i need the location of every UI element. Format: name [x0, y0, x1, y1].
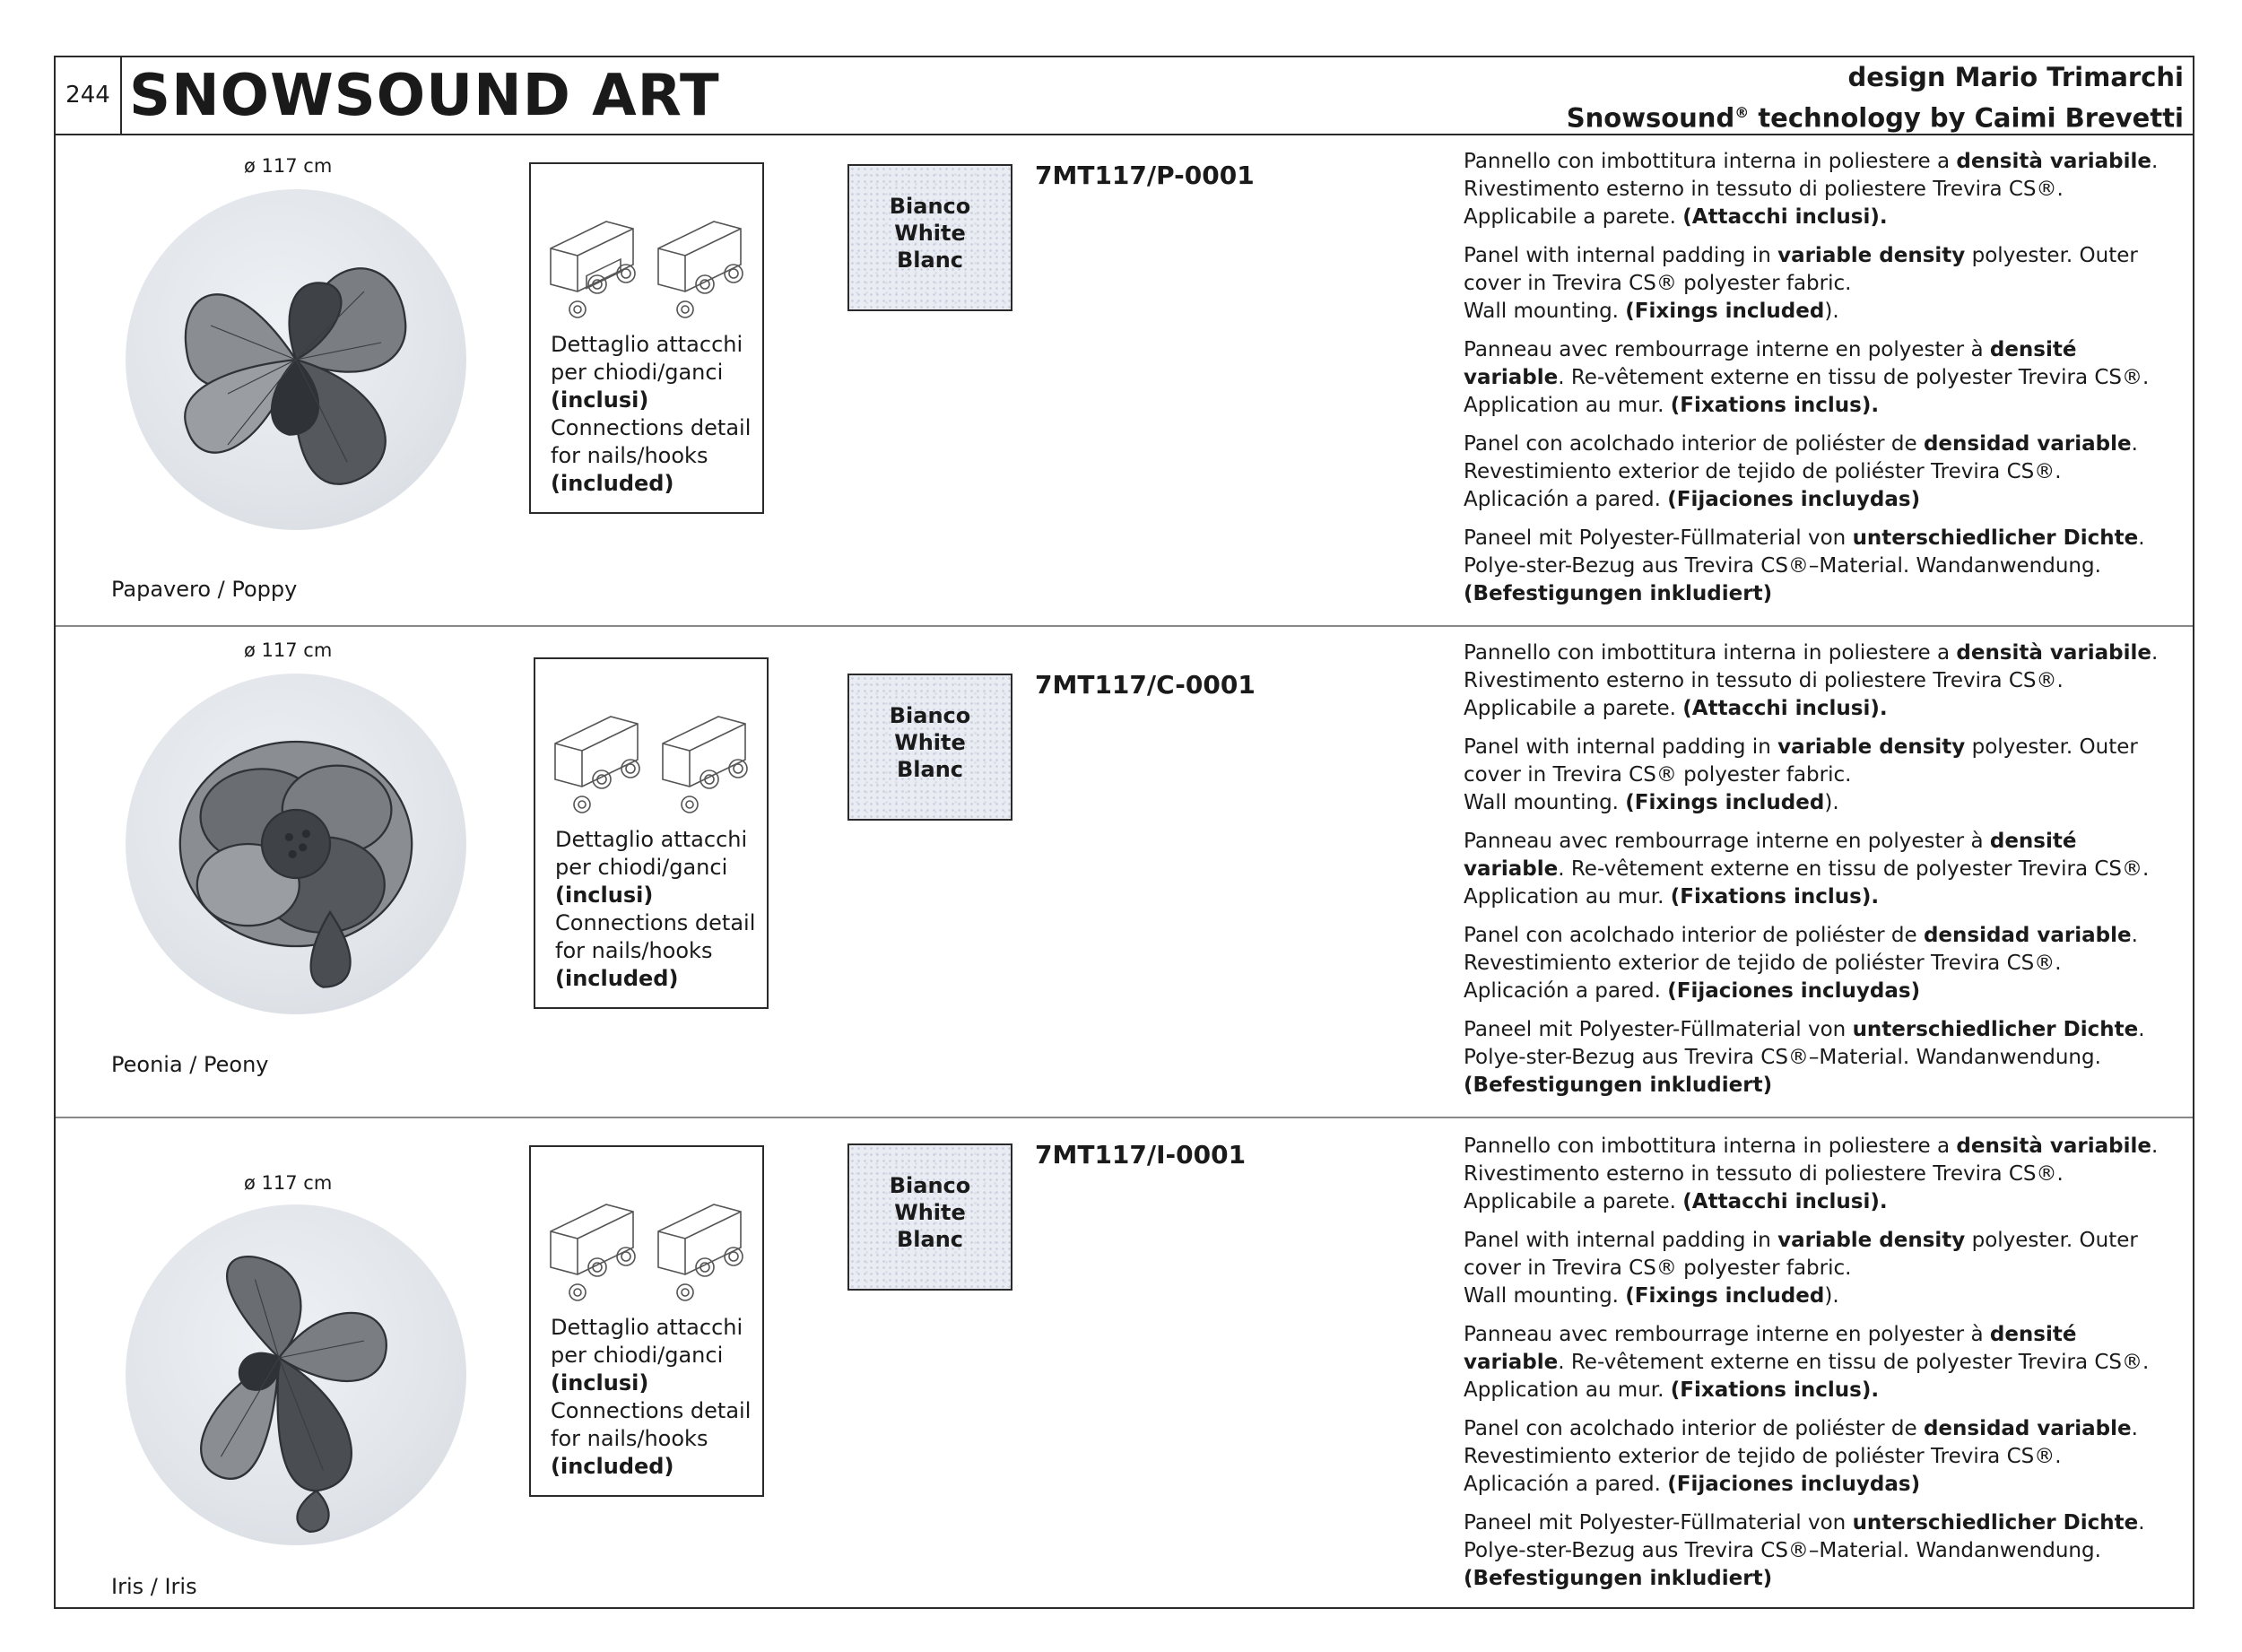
page-header — [56, 57, 2193, 135]
desc-fr: Panneau avec rembourrage interne en polyester à densité variable. Re-vêtement externe en tissu de polyester Trevira CS®. Application au mur. (Fixations inclus). — [1464, 338, 2150, 417]
desc-it: Pannello con imbottitura interna in poliestere a densità variabile. Rivestimento esterno in tessuto di poliestere Trevira CS®. Applicabile a parete. (Attacchi inclusi). — [1464, 641, 2159, 720]
poppy-flower-image — [126, 189, 466, 530]
desc-en: Panel with internal padding in variable density polyester. Outer cover in Trevira CS® polyester fabric. Wall mounting. (Fixings included). — [1464, 1229, 2138, 1308]
bracket-hooks-icon — [543, 195, 752, 320]
bracket-hooks-icon — [543, 1178, 752, 1303]
desc-fr: Panneau avec rembourrage interne en polyester à densité variable. Re-vêtement externe en tissu de polyester Trevira CS®. Application au mur. (Fixations inclus). — [1464, 830, 2150, 909]
tech-rest: technology by Caimi Brevetti — [1749, 102, 2184, 134]
product-row-peony — [56, 627, 2193, 1118]
page-title: SNOWSOUND ART — [129, 63, 720, 129]
desc-fr: Panneau avec rembourrage interne en polyester à densité variable. Re-vêtement externe en tissu de polyester Trevira CS®. Application au mur. (Fixations inclus). — [1464, 1323, 2150, 1402]
color-swatch-white — [847, 164, 1012, 311]
product-name: Iris / Iris — [111, 1574, 197, 1599]
swatch-label: Bianco White Blanc — [889, 194, 971, 273]
connections-detail-box — [529, 162, 764, 514]
color-swatch-white — [847, 1143, 1012, 1291]
product-code: 7MT117/C-0001 — [1035, 670, 1256, 700]
color-swatch-white — [847, 674, 1012, 821]
bracket-hooks-icon — [548, 690, 756, 815]
swatch-label: Bianco White Blanc — [889, 703, 971, 782]
product-row-iris — [56, 1118, 2193, 1609]
technology-credit — [1567, 95, 2184, 136]
swatch-label: Bianco White Blanc — [889, 1173, 971, 1252]
iris-flower-drawing — [126, 1204, 466, 1545]
product-row-poppy — [56, 135, 2193, 627]
diameter-label: ø 117 cm — [244, 155, 333, 177]
credits — [1567, 59, 2184, 136]
desc-de: Paneel mit Polyester-Füllmaterial von unterschiedlicher Dichte. Polye-ster-Bezug aus Trevira CS®–Material. Wandanwendung. (Befestigungen inkludiert) — [1464, 526, 2145, 605]
desc-de: Paneel mit Polyester-Füllmaterial von unterschiedlicher Dichte. Polye-ster-Bezug aus Trevira CS®–Material. Wandanwendung. (Befestigungen inkludiert) — [1464, 1511, 2145, 1590]
desc-es: Panel con acolchado interior de poliéster de densidad variable. Revestimiento exterior de tejido de poliéster Trevira CS®. Aplicación a pared. (Fijaciones incluydas) — [1464, 1417, 2138, 1496]
design-credit: design Mario Trimarchi — [1847, 62, 2184, 92]
iris-flower-image — [126, 1204, 466, 1545]
diameter-label: ø 117 cm — [244, 1172, 333, 1194]
product-description — [1464, 148, 2172, 619]
connections-detail-text: Dettaglio attacchi per chiodi/ganci (inclusi) Connections detail for nails/hooks (included) — [551, 332, 752, 496]
product-name: Peonia / Peony — [111, 1052, 269, 1077]
page-number: 244 — [56, 57, 122, 134]
peony-flower-image — [126, 674, 466, 1014]
product-code: 7MT117/P-0001 — [1035, 161, 1255, 190]
desc-it: Pannello con imbottitura interna in poliestere a densità variabile. Rivestimento esterno in tessuto di poliestere Trevira CS®. Applicabile a parete. (Attacchi inclusi). — [1464, 1135, 2159, 1213]
product-code: 7MT117/I-0001 — [1035, 1140, 1247, 1169]
product-name: Papavero / Poppy — [111, 577, 298, 602]
desc-de: Paneel mit Polyester-Füllmaterial von unterschiedlicher Dichte. Polye-ster-Bezug aus Trevira CS®–Material. Wandanwendung. (Befestigungen inkludiert) — [1464, 1018, 2145, 1097]
catalog-page-frame — [54, 56, 2194, 1609]
poppy-flower-drawing — [126, 189, 466, 530]
connections-detail-box — [534, 657, 769, 1009]
desc-it: Pannello con imbottitura interna in poliestere a densità variabile. Rivestimento esterno in tessuto di poliestere Trevira CS®. Applicabile a parete. (Attacchi inclusi). — [1464, 150, 2159, 229]
connections-detail-box — [529, 1145, 764, 1497]
desc-en: Panel with internal padding in variable density polyester. Outer cover in Trevira CS® polyester fabric. Wall mounting. (Fixings included). — [1464, 735, 2138, 814]
connections-detail-text: Dettaglio attacchi per chiodi/ganci (inclusi) Connections detail for nails/hooks (included) — [555, 827, 756, 991]
tech-brand: Snowsound — [1566, 102, 1735, 134]
desc-es: Panel con acolchado interior de poliéster de densidad variable. Revestimiento exterior de tejido de poliéster Trevira CS®. Aplicación a pared. (Fijaciones incluydas) — [1464, 432, 2138, 511]
diameter-label: ø 117 cm — [244, 639, 333, 661]
product-description — [1464, 639, 2172, 1110]
registered-mark: ® — [1734, 104, 1750, 121]
desc-en: Panel with internal padding in variable density polyester. Outer cover in Trevira CS® polyester fabric. Wall mounting. (Fixings included). — [1464, 244, 2138, 323]
desc-es: Panel con acolchado interior de poliéster de densidad variable. Revestimiento exterior de tejido de poliéster Trevira CS®. Aplicación a pared. (Fijaciones incluydas) — [1464, 924, 2138, 1003]
peony-flower-drawing — [126, 674, 466, 1014]
product-description — [1464, 1133, 2172, 1604]
connections-detail-text: Dettaglio attacchi per chiodi/ganci (inclusi) Connections detail for nails/hooks (included) — [551, 1315, 752, 1479]
